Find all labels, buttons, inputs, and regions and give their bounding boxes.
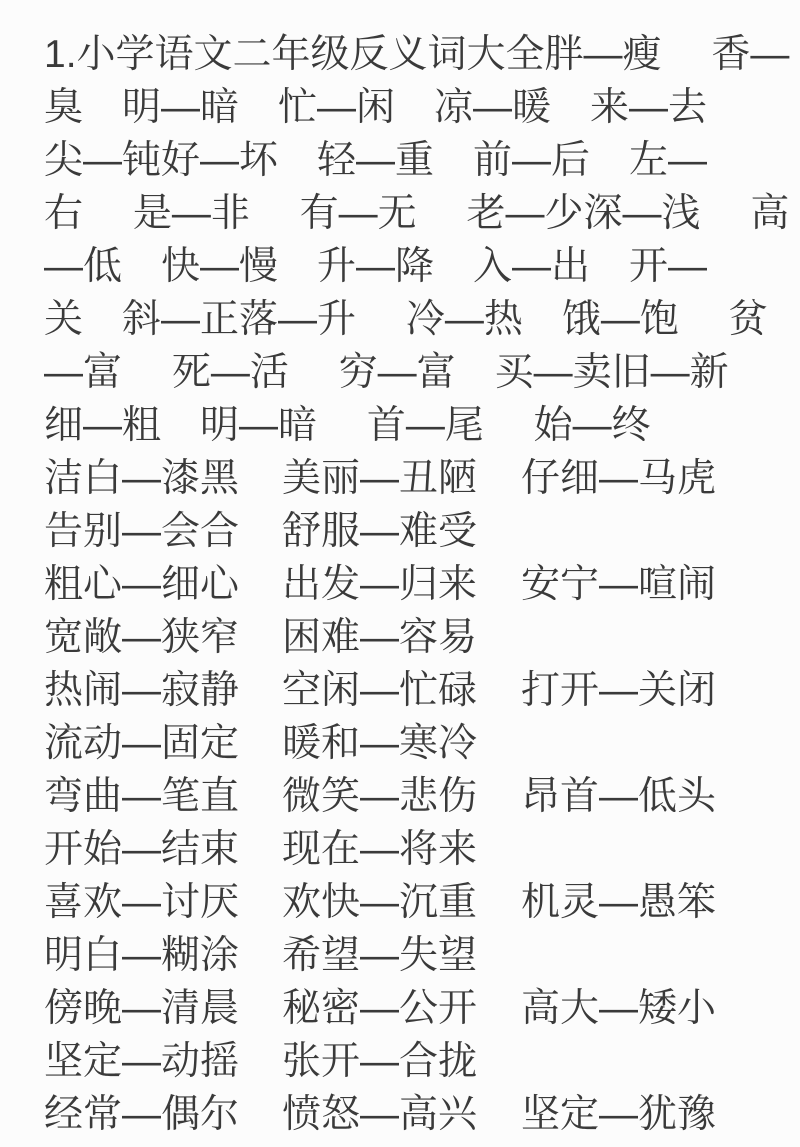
antonym-pair: 现在—将来 (282, 828, 478, 871)
flow-line: 关 斜—正落—升 冷—热 饿—饱 贫 (44, 298, 768, 341)
pair-row (44, 876, 800, 929)
antonym-pair: 开始—结束 (44, 828, 240, 871)
flow-line: 尖—钝好—坏 轻—重 前—后 左— (44, 139, 708, 182)
antonym-pair: 希望—失望 (282, 934, 478, 977)
pair-row (44, 505, 800, 558)
antonym-pair: 洁白—漆黑 (44, 457, 240, 500)
antonym-pair: 告别—会合 (44, 510, 240, 553)
pair-row (44, 929, 800, 982)
flow-line: 臭 明—暗 忙—闲 凉—暖 来—去 (44, 86, 708, 129)
flow-line: 右 是—非 有—无 老—少深—浅 高 (44, 192, 790, 235)
pair-row (44, 717, 800, 770)
antonym-pair: 弯曲—笔直 (44, 775, 240, 818)
antonym-pair: 宽敞—狭窄 (44, 616, 240, 659)
antonym-pair: 昂首—低头 (521, 775, 717, 818)
antonym-pair: 粗心—细心 (44, 563, 240, 606)
flow-line: 细—粗 明—暗 首—尾 始—终 (44, 404, 651, 447)
antonym-pair: 流动—固定 (44, 722, 240, 765)
antonym-pair: 美丽—丑陋 (282, 457, 478, 500)
pair-row (44, 611, 800, 664)
title-line: 1.小学语文二年级反义词大全胖—瘦 香— (44, 33, 790, 76)
antonym-pair: 舒服—难受 (282, 510, 478, 553)
antonym-pair: 微笑—悲伤 (282, 775, 478, 818)
antonym-pair: 暖和—寒冷 (282, 722, 478, 765)
antonym-pair: 喜欢—讨厌 (44, 881, 240, 924)
antonym-pair: 安宁—喧闹 (521, 563, 717, 606)
antonym-pair: 明白—糊涂 (44, 934, 240, 977)
antonym-pair: 打开—关闭 (521, 669, 717, 712)
antonym-pair: 傍晚—清晨 (44, 987, 240, 1030)
antonym-pair: 坚定—犹豫 (521, 1093, 717, 1136)
antonym-pairs-section (44, 452, 800, 1141)
pair-row (44, 823, 800, 876)
antonym-flow-section (44, 28, 800, 452)
antonym-pair: 欢快—沉重 (282, 881, 478, 924)
pair-row (44, 664, 800, 717)
antonym-pair: 经常—偶尔 (44, 1093, 240, 1136)
pair-row (44, 558, 800, 611)
antonym-pair: 坚定—动摇 (44, 1040, 240, 1083)
pair-row (44, 1088, 800, 1141)
flow-line: —富 死—活 穷—富 买—卖旧—新 (44, 351, 729, 394)
antonym-pair: 仔细—马虎 (521, 457, 717, 500)
antonym-pair: 张开—合拢 (282, 1040, 478, 1083)
flow-line: —低 快—慢 升—降 入—出 开— (44, 245, 708, 288)
antonym-pair: 热闹—寂静 (44, 669, 240, 712)
pair-row (44, 982, 800, 1035)
pair-row (44, 770, 800, 823)
antonym-pair: 机灵—愚笨 (521, 881, 717, 924)
pair-row (44, 1035, 800, 1088)
antonym-pair: 秘密—公开 (282, 987, 478, 1030)
antonym-pair: 空闲—忙碌 (282, 669, 478, 712)
antonym-pair: 出发—归来 (282, 563, 478, 606)
antonym-pair: 高大—矮小 (521, 987, 717, 1030)
pair-row (44, 452, 800, 505)
antonym-pair: 困难—容易 (282, 616, 478, 659)
antonym-pair: 愤怒—高兴 (282, 1093, 478, 1136)
